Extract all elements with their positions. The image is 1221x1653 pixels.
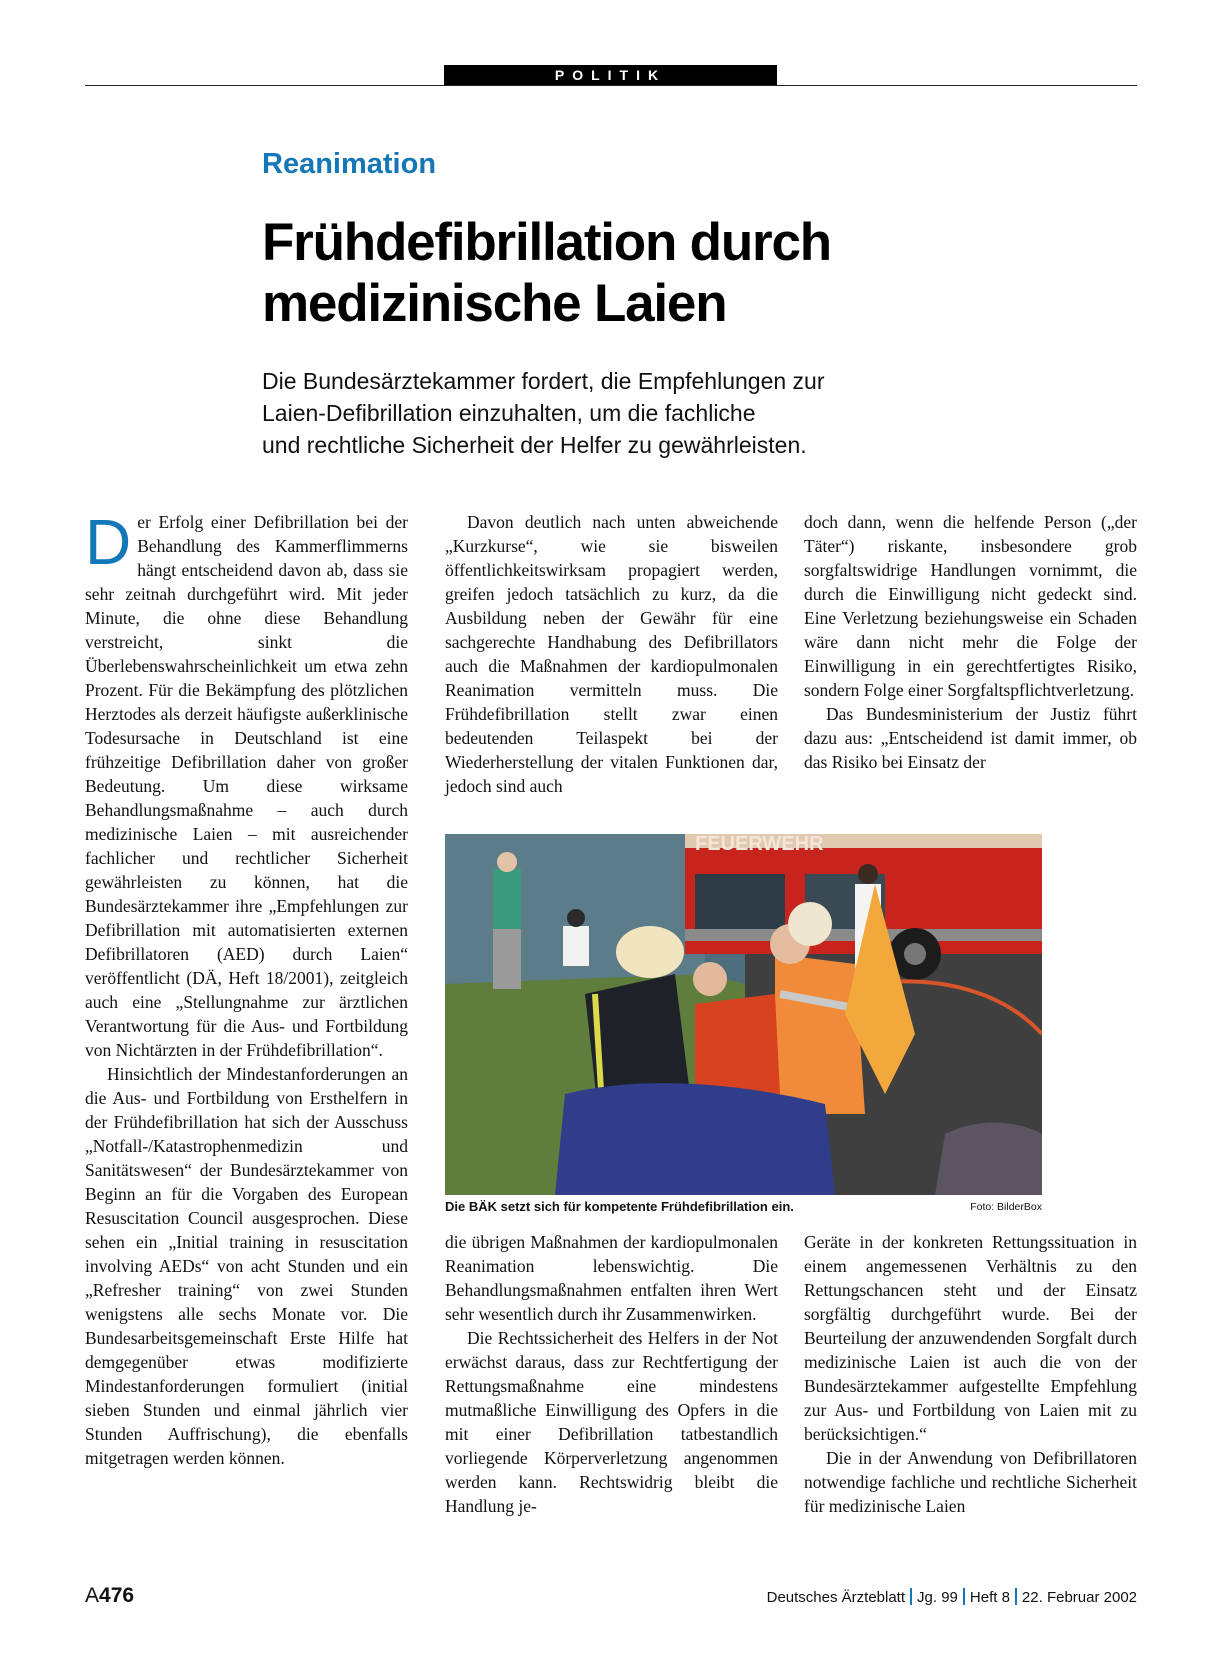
footer-separator [963, 1588, 965, 1605]
lead-line-2: Laien-Defibrillation einzuhalten, um die fachliche [262, 400, 756, 426]
page-number-value: 476 [99, 1584, 135, 1607]
paragraph [85, 506, 408, 1062]
footer-separator [910, 1588, 912, 1605]
journal-volume: Jg. 99 [917, 1589, 958, 1606]
journal-name: Deutsches Ärzteblatt [766, 1589, 906, 1606]
paragraph: Davon deutlich nach unten abweichende „Kurzkurse“, wie sie bisweilen öffentlichkeitswirksam propagiert werden, greifen jedoch tatsächlich zu kurz, da die Ausbildung neben der Gewähr für eine sachgerechte Handhabung des Defibrillators auch die Maßnahmen der kardiopulmonalen Reanimation vermitteln muss. Die Frühdefibrillation stellt zwar einen bedeutenden Teilaspekt bei der Wiederherstellung der vitalen Funktionen dar, jedoch sind auch [445, 512, 778, 796]
article-kicker: Reanimation [262, 148, 437, 180]
rescue-photo [445, 834, 1042, 1195]
journal-footer [640, 1588, 1137, 1606]
photo-caption: Die BÄK setzt sich für kompetente Frühdefibrillation ein. [445, 1199, 794, 1214]
paragraph: doch dann, wenn die helfende Person („der Täter“) riskante, insbesondere grob sorgfaltswidrige Handlungen vornimmt, die durch die Einwilligung nicht gedeckt sind. Eine Verletzung beziehungsweise ein Schaden wäre dann nicht mehr die Folge der Einwilligung in ein gerechtfertigtes Risiko, sondern Folge einer Sorgfaltspflichtverletzung. [804, 512, 1137, 700]
paragraph: Geräte in der konkreten Rettungssituation in einem angemessenen Verhältnis zu den Rettungschancen steht und der Einsatz sorgfältig durchgeführt wurde. Bei der Beurteilung der anzuwendenden Sorgfalt durch medizinische Laien ist auch die von der Bundesärztekammer aufgestellte Empfehlung zur Aus- und Fortbildung von Laien mit zu berücksichtigen.“ [804, 1232, 1137, 1444]
paragraph: Hinsichtlich der Mindestanforderungen an die Aus- und Fortbildung von Ersthelfern in der Frühdefibrillation hat sich der Ausschuss „Notfall-/Katastrophenmedizin und Sanitätswesen“ der Bundesärztekammer von Beginn an für die Vorgaben des European Resuscitation Council ausgesprochen. Diese sehen ein „Initial training in resuscitation involving AEDs“ von acht Stunden und ein „Refresher training“ von zwei Stunden wenigstens alle sechs Monate vor. Die Bundesarbeitsgemeinschaft Erste Hilfe hat demgegenüber etwas modifizierte Mindestanforderungen formuliert (initial sieben Stunden und einmal jährlich vier Stunden Auffrischung), die ebenfalls mitgetragen werden können. [85, 1064, 408, 1468]
photo-credit: Foto: BilderBox [970, 1201, 1042, 1213]
drop-cap: D [85, 506, 132, 578]
journal-date: 22. Februar 2002 [1021, 1589, 1137, 1606]
rescue-scene-illustration [445, 834, 1042, 1195]
lead-line-1: Die Bundesärztekammer fordert, die Empfehlungen zur [262, 368, 825, 394]
text-column-2-bottom [445, 1230, 778, 1518]
paragraph: Die Rechtssicherheit des Helfers in der Not erwächst daraus, dass zur Rechtfertigung der Rettungsmaßnahme eine mindestens mutmaßliche Einwilligung des Opfers in die mit einer Defibrillation tatbestandlich vorliegende Körperverletzung angenommen werden kann. Rechtswidrig bleibt die Handlung je- [445, 1328, 778, 1516]
section-label: POLITIK [444, 65, 777, 85]
journal-issue: Heft 8 [969, 1589, 1010, 1606]
lead-line-3: und rechtliche Sicherheit der Helfer zu gewährleisten. [262, 432, 807, 458]
paragraph-text: er Erfolg einer Defibrillation bei der Behandlung des Kammerflimmerns hängt entscheidend davon ab, dass sie sehr zeitnah durchgeführt wird. Mit jeder Minute, die ohne diese Behandlung verstreicht, sinkt die Überlebenswahrscheinlichkeit um etwa zehn Prozent. Für die Bekämpfung des plötzlichen Herztodes als derzeit häufigste außerklinische Todesursache in Deutschland ist eine frühzeitige Defibrillation daher von großer Bedeutung. Um diese wirksame Behandlungsmaßnahme – auch durch medizinische Laien – mit ausreichender fachlicher und rechtlicher Sicherheit gewährleisten zu können, hat die Bundesärztekammer ihre „Empfehlungen zur Defibrillation mit automatisierten externen Defibrillatoren (AED) durch Laien“ veröffentlicht (DÄ, Heft 18/2001), zeitgleich auch eine „Stellungnahme zur ärztlichen Verantwortung für die Aus- und Fortbildung von Nichtärzten in der Frühdefibrillation“. [85, 512, 408, 1060]
paragraph: Die in der Anwendung von Defibrillatoren notwendige fachliche und rechtliche Sicherheit für medizinische Laien [804, 1448, 1137, 1516]
article-lead [262, 365, 922, 461]
text-column-1 [85, 506, 408, 1470]
paragraph: Das Bundesministerium der Justiz führt dazu aus: „Entscheidend ist damit immer, ob das Risiko bei Einsatz der [804, 704, 1137, 772]
paragraph: die übrigen Maßnahmen der kardiopulmonalen Reanimation lebenswichtig. Die Behandlungsmaßnahmen entfalten ihren Wert sehr wesentlich durch ihr Zusammenwirken. [445, 1232, 778, 1324]
page-prefix: A [85, 1584, 100, 1607]
truck-lettering: FEUERWEHR [695, 834, 824, 855]
headline-line-1: Frühdefibrillation durch [262, 213, 831, 272]
page-number [85, 1584, 134, 1608]
header-rule [85, 85, 1137, 86]
text-column-3-bottom [804, 1230, 1137, 1518]
text-column-2-top [445, 510, 778, 798]
headline-line-2: medizinische Laien [262, 274, 727, 333]
footer-separator [1015, 1588, 1017, 1605]
text-column-3-top [804, 510, 1137, 774]
article-headline [262, 212, 1042, 334]
